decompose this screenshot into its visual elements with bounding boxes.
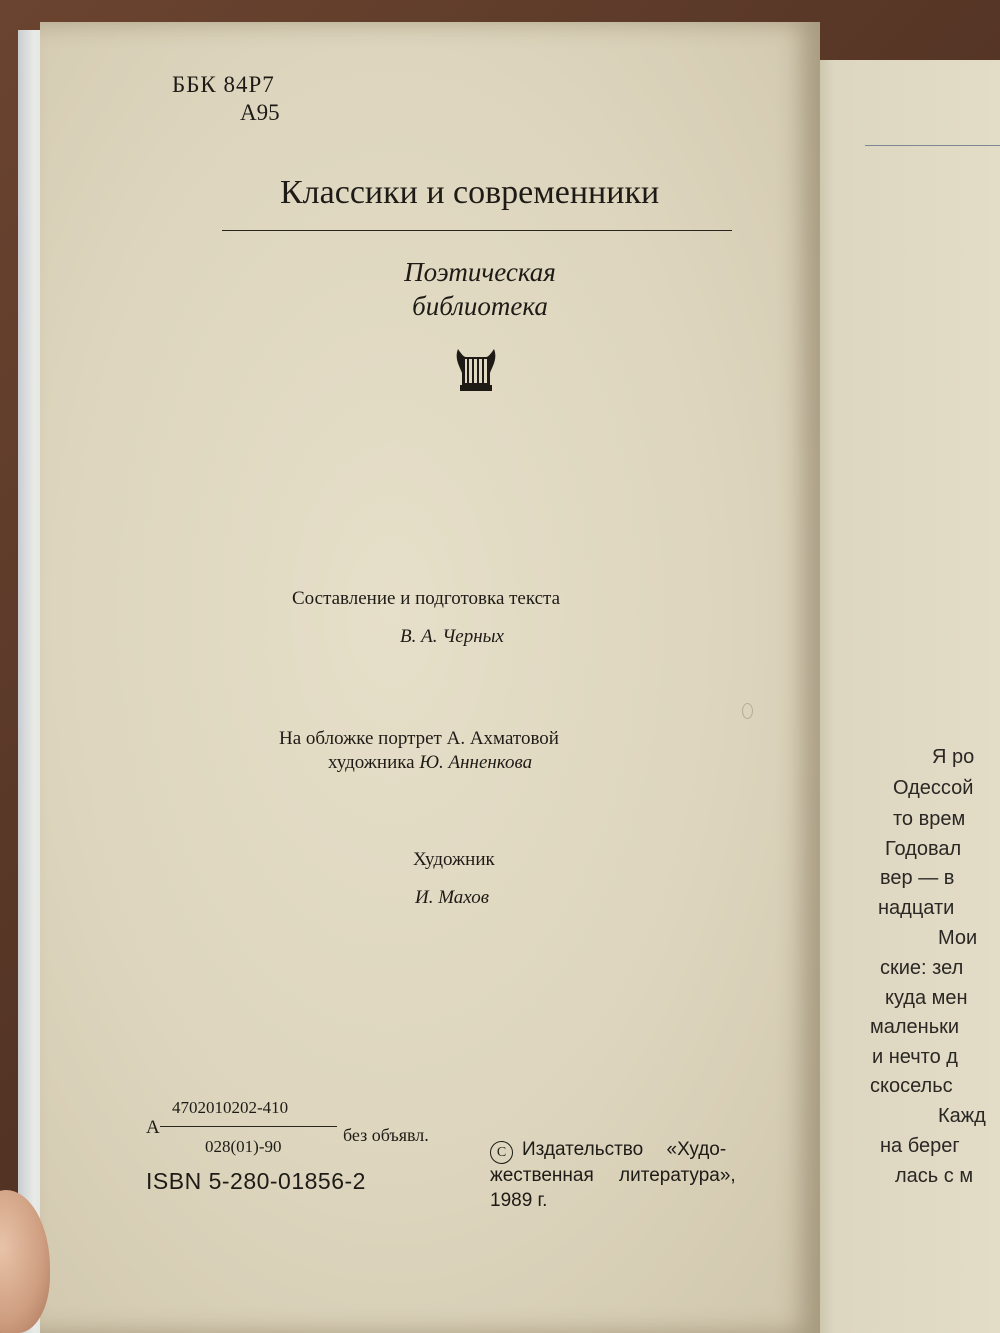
right-page-line: и нечто д bbox=[872, 1046, 958, 1068]
imprint-fraction-rule bbox=[160, 1126, 337, 1127]
right-page-line: скосельс bbox=[870, 1075, 953, 1097]
imprint-note: без объявл. bbox=[343, 1125, 429, 1145]
artist-name: И. Махов bbox=[415, 887, 489, 908]
paper-mark bbox=[742, 703, 753, 719]
artist-label: Художник bbox=[413, 849, 495, 870]
series-rule bbox=[222, 230, 732, 231]
author-code: А95 bbox=[240, 100, 280, 125]
publisher-line-1: Издательство «Худо- bbox=[522, 1139, 727, 1160]
right-page-line: лась с м bbox=[895, 1165, 974, 1187]
copyright-icon: C bbox=[490, 1141, 513, 1164]
right-page-line: Мои bbox=[938, 927, 978, 949]
imprint-numerator: 4702010202-410 bbox=[172, 1098, 289, 1117]
cover-portrait-line: На обложке портрет А. Ахматовой bbox=[279, 728, 559, 749]
publisher-line-2: жественная литература», bbox=[490, 1165, 736, 1186]
imprint-letter: А bbox=[146, 1117, 160, 1138]
imprint-denominator: 028(01)-90 bbox=[205, 1137, 282, 1156]
isbn: ISBN 5-280-01856-2 bbox=[146, 1168, 366, 1194]
cover-artist-name: Ю. Анненкова bbox=[419, 752, 533, 773]
compilation-name: В. А. Черных bbox=[400, 626, 504, 647]
right-page-line: надцати bbox=[878, 897, 955, 919]
right-page-line: на берег bbox=[880, 1135, 960, 1157]
right-page-line: Кажд bbox=[938, 1105, 986, 1127]
right-page-line: Годовал bbox=[885, 838, 962, 860]
right-page-line: ские: зел bbox=[880, 957, 964, 979]
right-page-line: то врем bbox=[893, 808, 966, 830]
cover-artist-prefix: художника bbox=[328, 752, 420, 773]
lyre-icon bbox=[452, 343, 500, 393]
cover-artist-line bbox=[328, 752, 532, 774]
right-page-line: Одессой bbox=[893, 777, 974, 799]
compilation-label: Составление и подготовка текста bbox=[292, 588, 561, 609]
publisher-line-3: 1989 г. bbox=[490, 1190, 548, 1211]
right-page-line: маленьки bbox=[870, 1016, 960, 1038]
library-line-2: библиотека bbox=[412, 291, 548, 321]
bbk-code: ББК 84Р7 bbox=[172, 72, 275, 97]
right-page-line: Я ро bbox=[932, 746, 975, 768]
right-page-line: куда мен bbox=[885, 987, 968, 1009]
right-page-line: вер — в bbox=[880, 867, 955, 889]
library-line-1: Поэтическая bbox=[404, 257, 556, 287]
series-title: Классики и современники bbox=[280, 174, 660, 211]
library-title bbox=[360, 255, 600, 323]
right-page-rule bbox=[865, 145, 1000, 146]
